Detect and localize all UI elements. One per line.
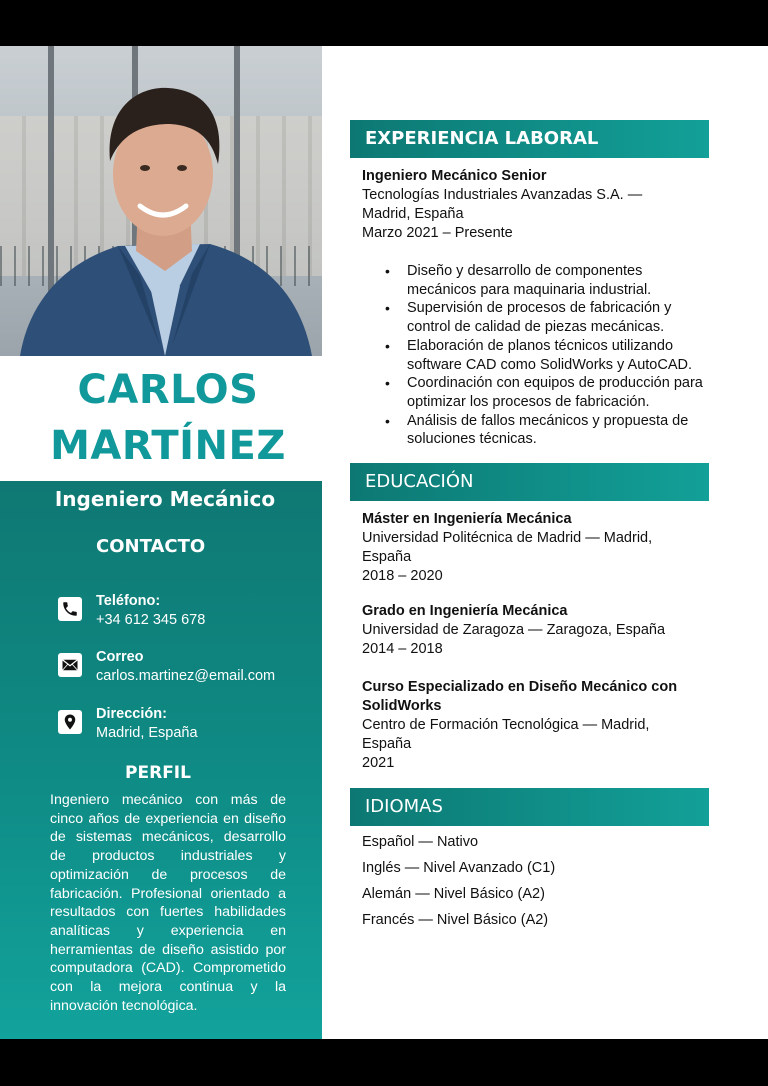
profile-text: Ingeniero mecánico con más de cinco años de experiencia en diseño de sistemas mecánicos, desarrollo de productos industriales y optimización de procesos de fabricación. Profesional orientado a resultados con fuertes habilidades analíticas y experiencia en herramientas de diseño asistido por computadora (CAD). Comprometido con la mejora continua y la innovación tecnológica.	[50, 792, 286, 1014]
education-school-cont: España	[362, 549, 412, 565]
profile-heading: PERFIL	[125, 763, 191, 783]
education-degree-cont: SolidWorks	[362, 698, 442, 714]
address-label: Dirección:	[96, 706, 167, 722]
email-label: Correo	[96, 649, 144, 665]
education-degree: Curso Especializado en Diseño Mecánico con	[362, 679, 678, 695]
experience-location: Madrid, España	[362, 206, 464, 222]
languages-heading: IDIOMAS	[350, 788, 709, 826]
education-entry-3	[362, 678, 712, 773]
education-school: Universidad Politécnica de Madrid — Madrid,	[362, 530, 653, 546]
education-dates: 2014 – 2018	[362, 641, 443, 657]
experience-company: Tecnologías Industriales Avanzadas S.A. —	[362, 187, 643, 203]
education-entry-1	[362, 510, 712, 586]
phone-icon	[58, 597, 82, 621]
address-value: Madrid, España	[96, 725, 198, 741]
name-last: MARTÍNEZ	[50, 423, 286, 469]
education-dates: 2018 – 2020	[362, 568, 443, 584]
education-school-cont: España	[362, 736, 412, 752]
language-item: Español — Nativo	[362, 834, 479, 850]
experience-heading: EXPERIENCIA LABORAL	[350, 120, 709, 158]
experience-bullets	[385, 262, 715, 449]
list-item: • Supervisión de procesos de fabricación y control de calidad de piezas mecánicas.	[385, 299, 715, 336]
education-entry-2	[362, 602, 712, 659]
experience-dates: Marzo 2021 – Presente	[362, 225, 513, 241]
left-panel	[0, 481, 322, 1039]
language-item: Alemán — Nivel Básico (A2)	[362, 886, 545, 902]
experience-entry	[362, 167, 712, 243]
education-dates: 2021	[362, 755, 395, 771]
education-degree: Grado en Ingeniería Mecánica	[362, 603, 568, 619]
phone-label: Teléfono:	[96, 593, 161, 609]
language-item: Inglés — Nivel Avanzado (C1)	[362, 860, 556, 876]
list-item: • Elaboración de planos técnicos utilizando software CAD como SolidWorks y AutoCAD.	[385, 337, 715, 374]
candidate-name	[0, 362, 336, 474]
list-item: • Análisis de fallos mecánicos y propuesta de soluciones técnicas.	[385, 412, 715, 449]
education-heading: EDUCACIÓN	[350, 463, 709, 501]
location-pin-icon	[58, 710, 82, 734]
profile-photo	[0, 46, 322, 356]
resume-page	[0, 46, 768, 1039]
list-item: • Diseño y desarrollo de componentes mecánicos para maquinaria industrial.	[385, 262, 715, 299]
phone-value[interactable]: +34 612 345 678	[96, 612, 206, 628]
email-value[interactable]: carlos.martinez@email.com	[96, 668, 276, 684]
mail-icon	[58, 653, 82, 677]
contact-heading: CONTACTO	[96, 536, 206, 557]
education-degree: Máster en Ingeniería Mecánica	[362, 511, 572, 527]
education-school: Universidad de Zaragoza — Zaragoza, España	[362, 622, 666, 638]
education-school: Centro de Formación Tecnológica — Madrid,	[362, 717, 650, 733]
list-item: • Coordinación con equipos de producción para optimizar los procesos de fabricación.	[385, 374, 715, 411]
experience-role: Ingeniero Mecánico Senior	[362, 168, 547, 184]
name-first: CARLOS	[77, 367, 259, 413]
job-title: Ingeniero Mecánico	[54, 487, 276, 511]
language-item: Francés — Nivel Básico (A2)	[362, 912, 549, 928]
